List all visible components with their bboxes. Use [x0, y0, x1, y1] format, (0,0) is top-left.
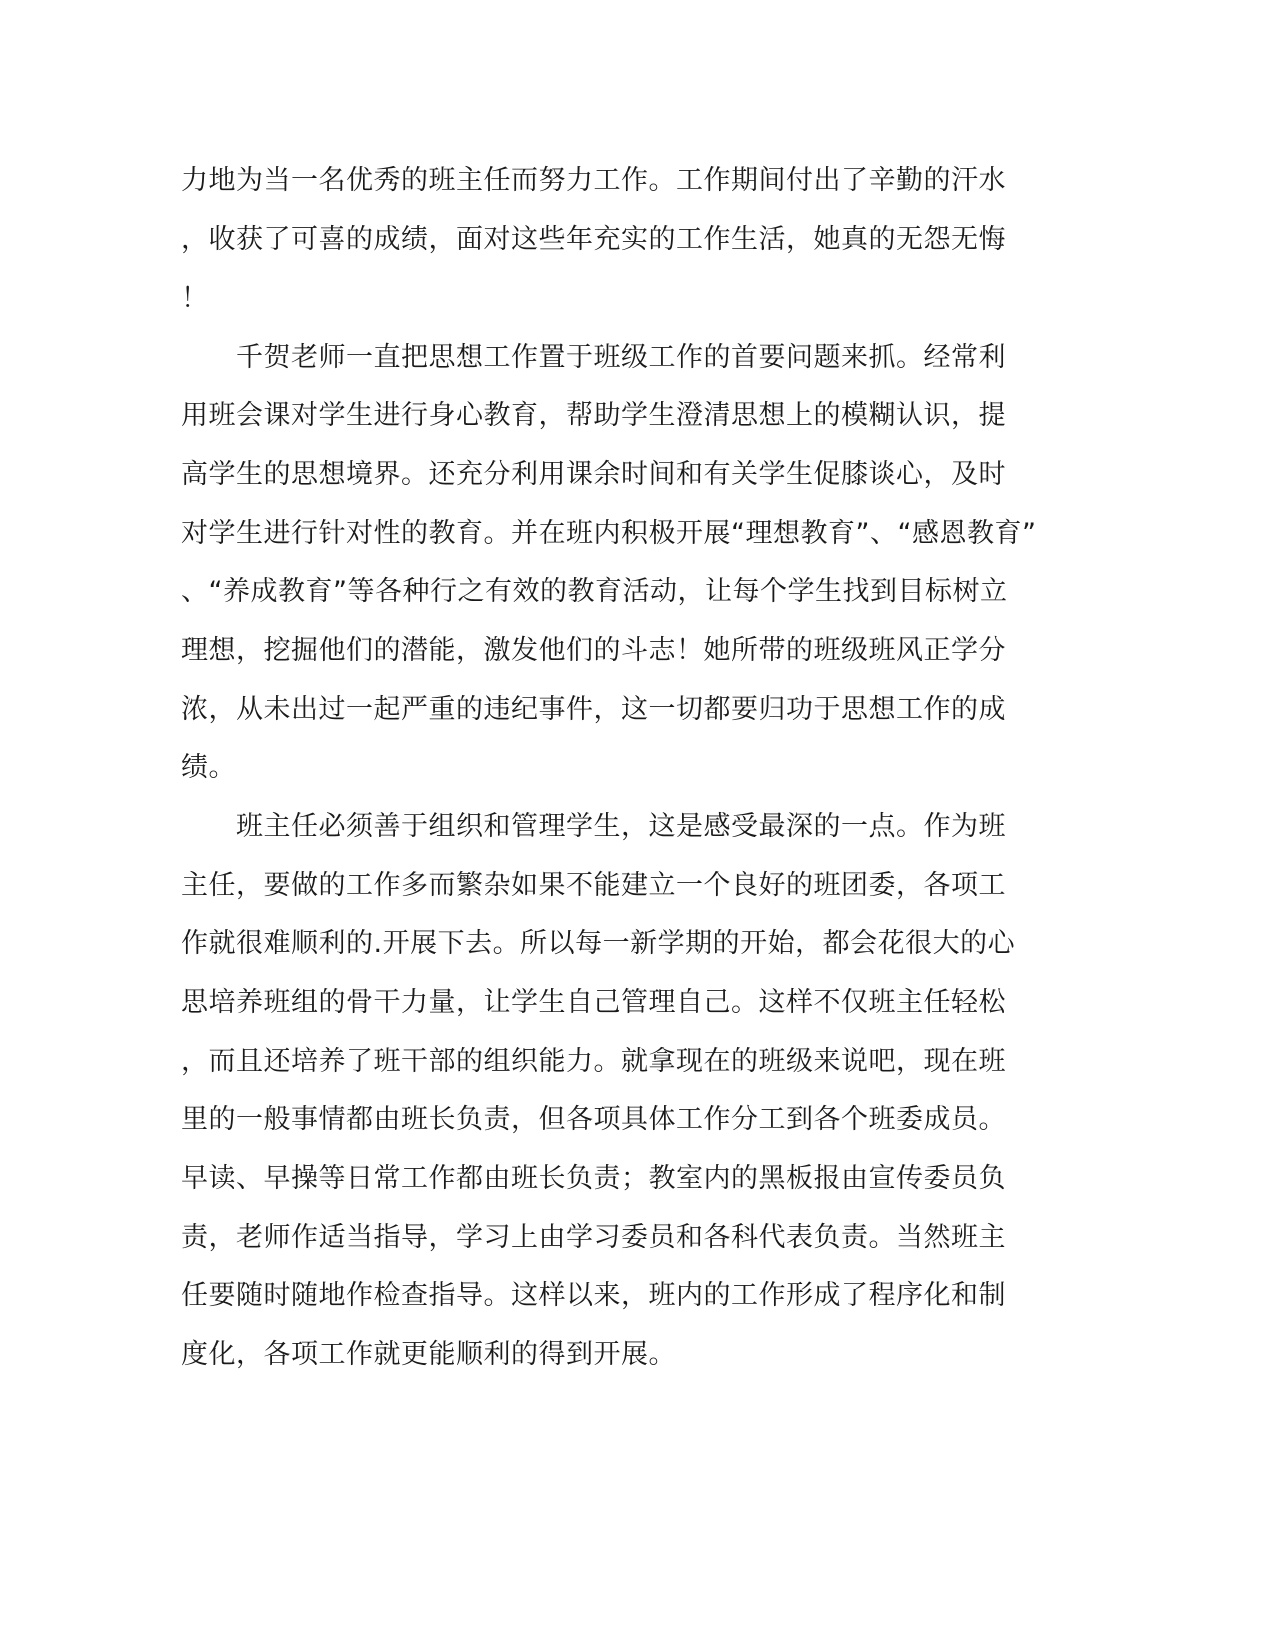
text-line: 思培养班组的骨干力量，让学生自己管理自己。这样不仅班主任轻松 [181, 987, 1006, 1018]
text-line: 力地为当一名优秀的班主任而努力工作。工作期间付出了辛勤的汗水 [181, 165, 1006, 196]
text-line: 绩。 [181, 752, 236, 783]
text-line: 浓，从未出过一起严重的违纪事件，这一切都要归功于思想工作的成 [181, 694, 1006, 725]
text-line: 班主任必须善于组织和管理学生，这是感受最深的一点。作为班 [181, 811, 1006, 842]
text-line: 作就很难顺利的.开展下去。所以每一新学期的开始，都会花很大的心 [181, 928, 1016, 959]
text-line: 理想，挖掘他们的潜能，激发他们的斗志！她所带的班级班风正学分 [181, 635, 1006, 666]
text-line: 高学生的思想境界。还充分利用课余时间和有关学生促膝谈心，及时 [181, 459, 1006, 490]
text-line: 主任，要做的工作多而繁杂如果不能建立一个良好的班团委，各项工 [181, 870, 1006, 901]
text-line: 里的一般事情都由班长负责，但各项具体工作分工到各个班委成员。 [181, 1104, 1006, 1135]
text-line: ！ [181, 283, 209, 314]
text-line: 千贺老师一直把思想工作置于班级工作的首要问题来抓。经常利 [181, 342, 1006, 373]
text-line: 度化，各项工作就更能顺利的得到开展。 [181, 1339, 676, 1370]
text-line: 、“养成教育”等各种行之有效的教育活动，让每个学生找到目标树立 [181, 576, 1008, 607]
text-line: 用班会课对学生进行身心教育，帮助学生澄清思想上的模糊认识，提 [181, 400, 1006, 431]
text-line: 任要随时随地作检查指导。这样以来，班内的工作形成了程序化和制 [181, 1280, 1006, 1311]
text-line: ，而且还培养了班干部的组织能力。就拿现在的班级来说吧，现在班 [181, 1046, 1006, 1077]
text-line: ，收获了可喜的成绩，面对这些年充实的工作生活，她真的无怨无悔 [181, 224, 1006, 255]
text-line: 早读、早操等日常工作都由班长负责；教室内的黑板报由宣传委员负 [181, 1163, 1006, 1194]
text-line: 责，老师作适当指导，学习上由学习委员和各科代表负责。当然班主 [181, 1222, 1006, 1253]
text-line: 对学生进行针对性的教育。并在班内积极开展“理想教育”、“感恩教育” [181, 518, 1037, 549]
